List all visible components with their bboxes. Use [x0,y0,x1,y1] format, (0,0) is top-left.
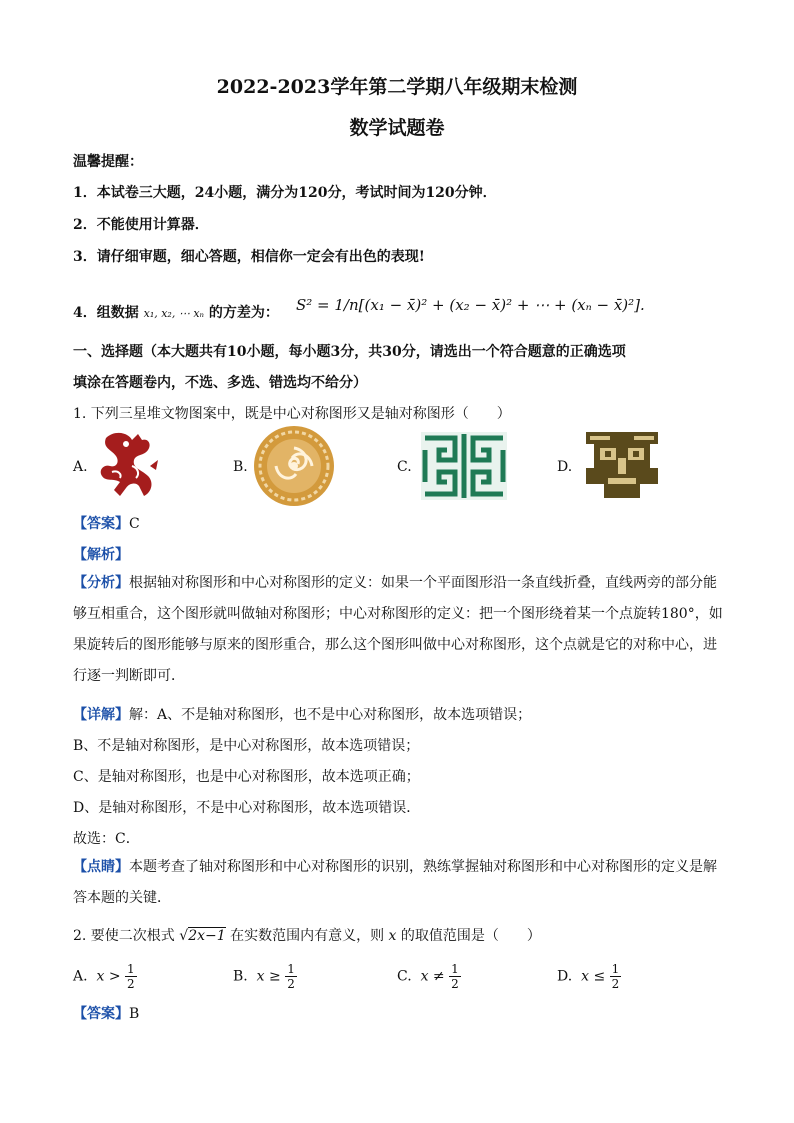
section1-heading-line1: 一、选择题（本大题共有10小题，每小题3分，共30分，请选出一个符合题意的正确选项 [73,344,626,360]
q1-fenxi-paragraph [73,568,723,692]
q1-xiangjie-line-1 [73,704,531,724]
fraction-numerator: 1 [287,962,295,976]
q1-xiangjie-line-5: 故选：C． [73,831,140,847]
q2-stem [73,925,541,945]
q2-option-d [557,962,621,991]
fraction-numerator: 1 [611,962,620,976]
fraction-denominator: 2 [287,977,295,991]
fraction-denominator: 2 [451,977,459,991]
tip-item-4-tail: 的方差为： [208,305,279,321]
q2-radicand: 2x−1 [188,928,226,944]
q1-stem: 1. 下列三星堆文物图案中，既是中心对称图形又是轴对称图形（ ） [73,406,511,422]
fenxi-line-1: 根据轴对称图形和中心对称图形的定义：如果一个平面图形沿一条直线折叠，直线两旁的部分能 [129,575,717,591]
q2-option-c [397,962,461,991]
q2-option-b-rel: x ≥ [256,968,281,985]
dianjing-line-1: 本题考查了轴对称图形和中心对称图形的识别，熟练掌握轴对称图形和中心对称图形的定义是解 [129,859,717,875]
q2-stem-post: 在实数范围内有意义，则 [230,928,385,944]
option-b-sun-disc-image [252,424,336,508]
q2-option-a-label: A. [73,968,88,985]
q2-option-d-fraction [610,962,622,991]
fenxi-line-4: 行逐一判断即可． [73,668,185,684]
fraction-numerator: 1 [451,962,459,976]
q1-xiangjie-line-3: C、是轴对称图形，也是中心对称图形，故本选项正确； [73,769,420,785]
q2-option-c-fraction [449,962,461,991]
q1-answer [73,513,140,533]
dianjing-tag: 【点睛】 [73,859,129,875]
answer-value: B [129,1006,140,1022]
tip-item-3: 3．请仔细审题，细心答题，相信你一定会有出色的表现! [73,249,425,265]
xiangjie-text-1: 解：A、不是轴对称图形，也不是中心对称图形，故本选项错误； [129,707,532,723]
fenxi-line-2: 够互相重合，这个图形就叫做轴对称图形；中心对称图形的定义：把一个图形绕着某一个点旋转180°，如 [73,606,723,622]
q2-option-b-fraction [285,962,297,991]
q1-option-d-label: D. [557,459,573,475]
q2-stem-pre: 2. 要使二次根式 [73,928,175,944]
tip-item-1: 1．本试卷三大题，24小题，满分为120分，考试时间为120分钟． [73,185,497,201]
tip-item-4-vars: x₁, x₂, ⋯ xₙ [143,307,204,320]
fenxi-line-3: 果旋转后的图形能够与原来的图形重合，那么这个图形叫做中心对称图形，这个点就是它的对称中心，进 [73,637,717,653]
q2-radical: √2x−1 [179,928,226,944]
q1-option-b-label: B. [233,459,248,475]
q2-option-d-label: D. [557,968,573,985]
fenxi-tag: 【分析】 [73,575,129,591]
tip-item-4-label: 4．组数据 [73,305,139,321]
q2-option-b [233,962,297,991]
option-c-pattern-image [419,430,509,502]
section1-heading-line2: 填涂在答题卷内，不选、多选、错选均不给分） [73,375,367,391]
q1-option-c-label: C. [397,459,412,475]
xiangjie-tag: 【详解】 [73,707,129,723]
tip-item-2: 2．不能使用计算器． [73,217,209,233]
q1-dianjing-paragraph [73,852,723,914]
q1-xiangjie-line-2: B、不是轴对称图形，是中心对称图形，故本选项错误； [73,738,420,754]
q1-xiangjie-line-4: D、是轴对称图形，不是中心对称图形，故本选项错误． [73,800,421,816]
answer-value: C [129,516,140,532]
q2-option-b-label: B. [233,968,248,985]
q1-analysis-heading [73,544,129,564]
dianjing-line-2: 答本题的关键． [73,890,171,906]
page-title: 2022-2023学年第二学期八年级期末检测 [216,76,578,98]
option-d-mask-image [580,428,664,502]
answer-tag: 【答案】 [73,1006,129,1022]
variance-formula: S² = 1/n[(x₁ − x̄)² + (x₂ − x̄)² + ⋯ + (xₙ − x̄)²]. [296,296,645,314]
tips-heading: 温馨提醒： [73,154,143,170]
answer-tag: 【答案】 [73,516,129,532]
q2-option-a-fraction [125,962,137,991]
option-a-dragon-image [92,426,166,502]
q2-option-c-rel: x ≠ [420,968,445,985]
q2-answer [73,1003,139,1023]
q2-option-c-label: C. [397,968,412,985]
q2-option-a-rel: x > [96,968,121,985]
tip-item-4 [73,302,279,322]
q1-option-a-label: A. [73,459,88,475]
fraction-numerator: 1 [127,962,135,976]
fraction-denominator: 2 [611,977,620,991]
page-subtitle: 数学试题卷 [349,117,445,139]
fraction-denominator: 2 [127,977,135,991]
analysis-tag: 【解析】 [73,547,129,563]
q2-option-d-rel: x ≤ [581,968,606,985]
q2-variable: x [388,928,397,944]
q2-option-a [73,962,137,991]
q2-stem-end: 的取值范围是（ ） [400,928,541,944]
